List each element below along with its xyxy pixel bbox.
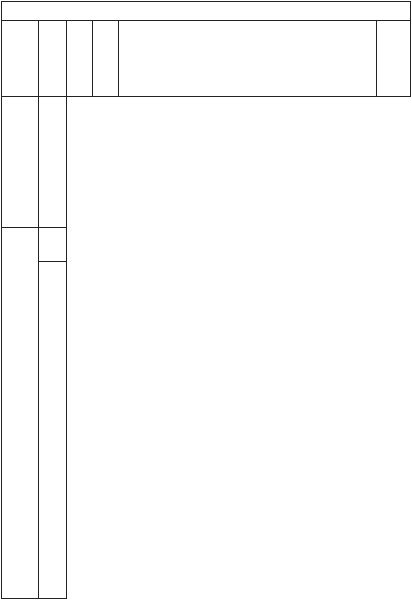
table-title [1, 1, 411, 21]
header-rolle [1, 21, 39, 97]
group-bezug-personal [39, 97, 67, 228]
group-personalentwickler [1, 97, 39, 228]
header-feature [119, 21, 377, 97]
header-basis [67, 21, 93, 97]
checklist-page [1, 1, 411, 599]
header-bezug [39, 21, 67, 97]
header-beurteilung [377, 21, 411, 97]
group-tutor [1, 228, 39, 599]
header-zusatz [93, 21, 119, 97]
group-allg [39, 228, 67, 262]
group-kursbezogen [39, 262, 67, 599]
